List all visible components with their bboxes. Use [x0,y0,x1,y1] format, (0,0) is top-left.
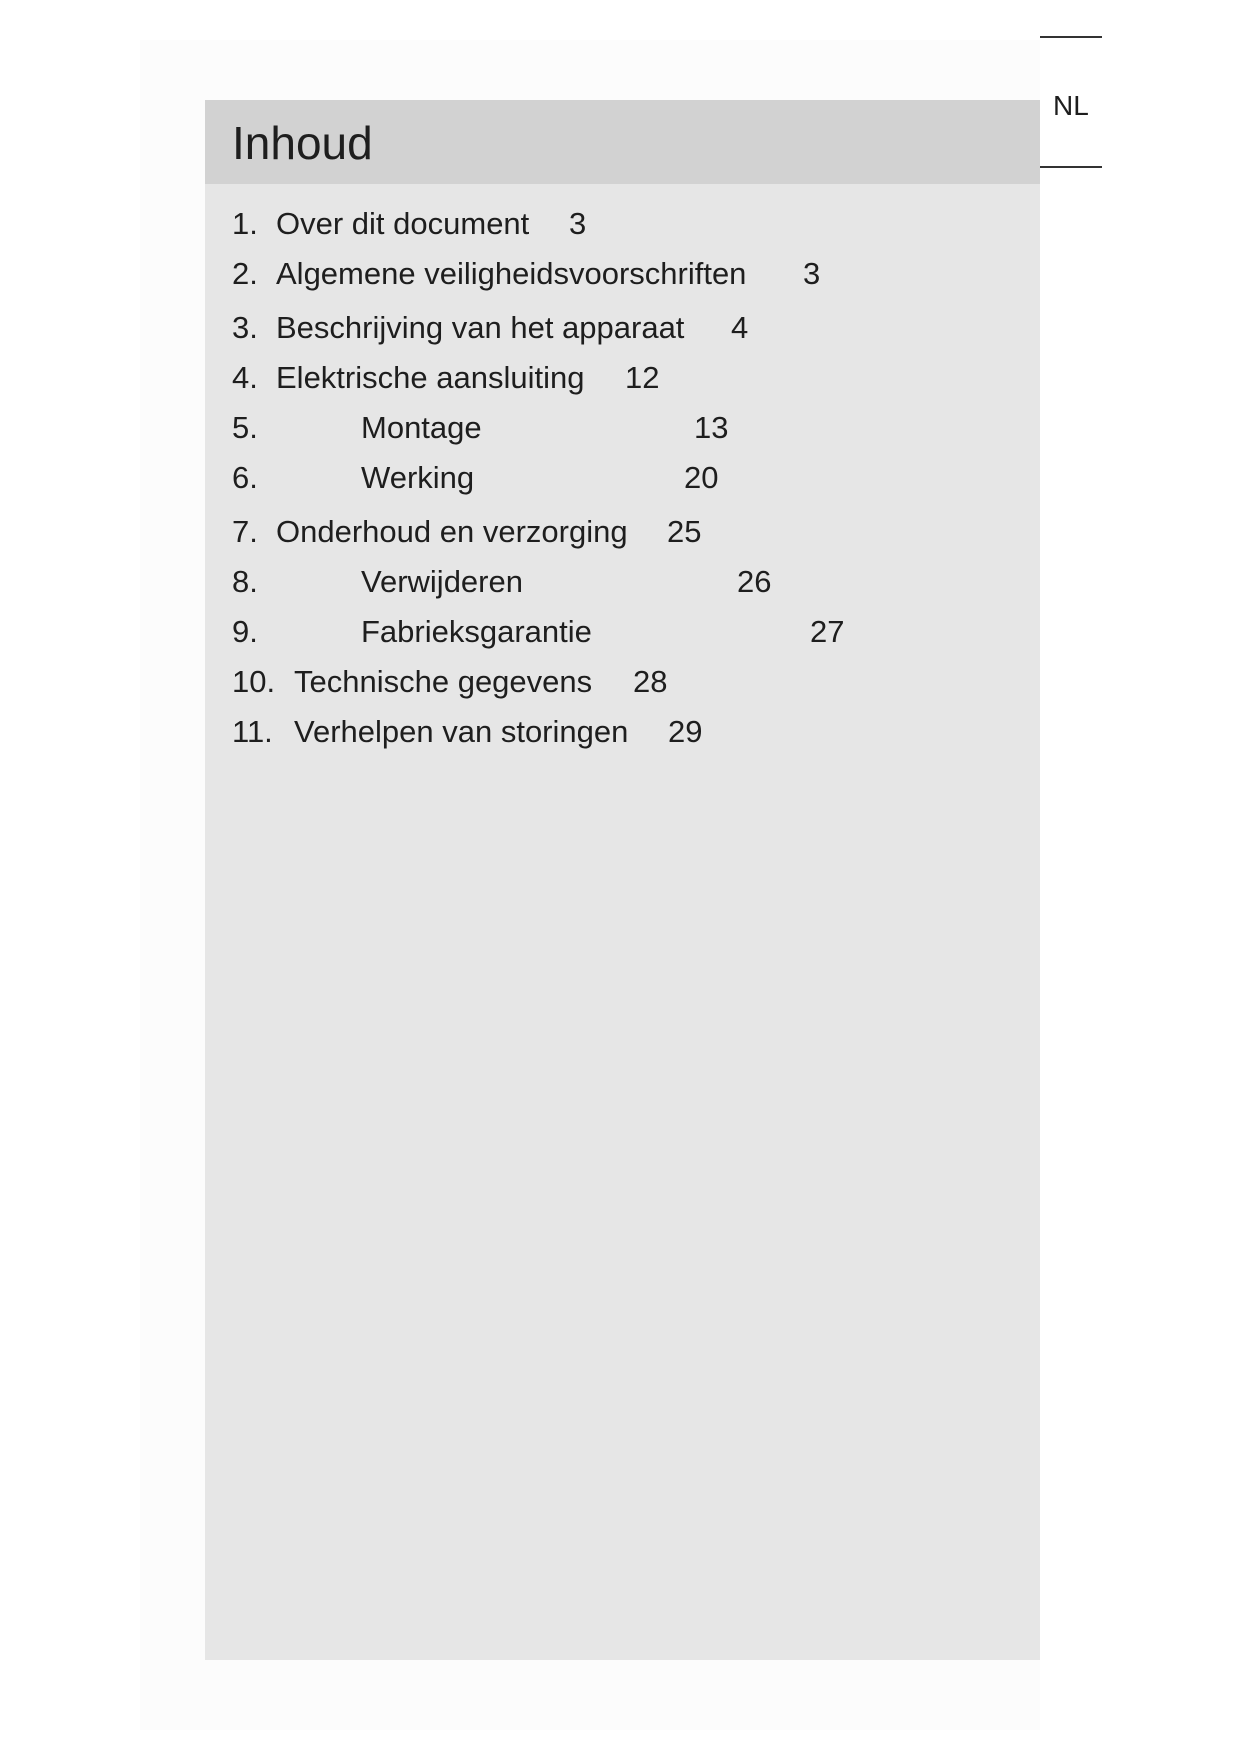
toc-entry-number: 10. [232,664,276,699]
toc-entry-page: 29 [668,714,703,749]
toc-entry-title: Montage [361,410,482,445]
toc-entry-title: Verwijderen [361,564,523,599]
language-tab [1040,36,1102,168]
toc-entry-page: 3 [569,206,587,241]
toc-entry-title: Verhelpen van storingen [294,714,629,749]
toc-entry-title: Onderhoud en verzorging [276,514,628,549]
toc-title: Inhoud [232,117,373,169]
toc-entry-page: 13 [694,410,729,445]
toc-entry-page: 4 [731,310,749,345]
toc-entry-title: Werking [361,460,475,495]
toc-entry-page: 12 [625,360,660,395]
toc-entry-page: 28 [633,664,668,699]
toc-entry-number: 7. [232,514,258,549]
toc-entry-page: 27 [810,614,845,649]
toc-entry-number: 4. [232,360,258,395]
toc-entry-title: Technische gegevens [294,664,593,699]
toc-entry-title: Fabrieksgarantie [361,614,592,649]
toc-entry-number: 5. [232,410,258,445]
toc-entry-page: 25 [667,514,702,549]
toc-header [205,100,1040,184]
toc-entry-title: Over dit document [276,206,530,241]
toc-entry-number: 3. [232,310,258,345]
toc-entry-number: 8. [232,564,258,599]
toc-entry-title: Elektrische aansluiting [276,360,585,395]
table-of-contents [205,100,1040,1660]
toc-entry-number: 2. [232,256,258,291]
toc-entry-page: 3 [803,256,821,291]
toc-entry-page: 26 [737,564,772,599]
toc-entry-page: 20 [684,460,719,495]
toc-entry-number: 9. [232,614,258,649]
language-label: NL [1053,90,1089,121]
toc-entry-title: Algemene veiligheidsvoorschriften [276,256,747,291]
toc-entry-title: Beschrijving van het apparaat [276,310,685,345]
toc-entry-number: 11. [232,714,273,749]
toc-entry-number: 1. [232,206,258,241]
toc-entry-number: 6. [232,460,258,495]
